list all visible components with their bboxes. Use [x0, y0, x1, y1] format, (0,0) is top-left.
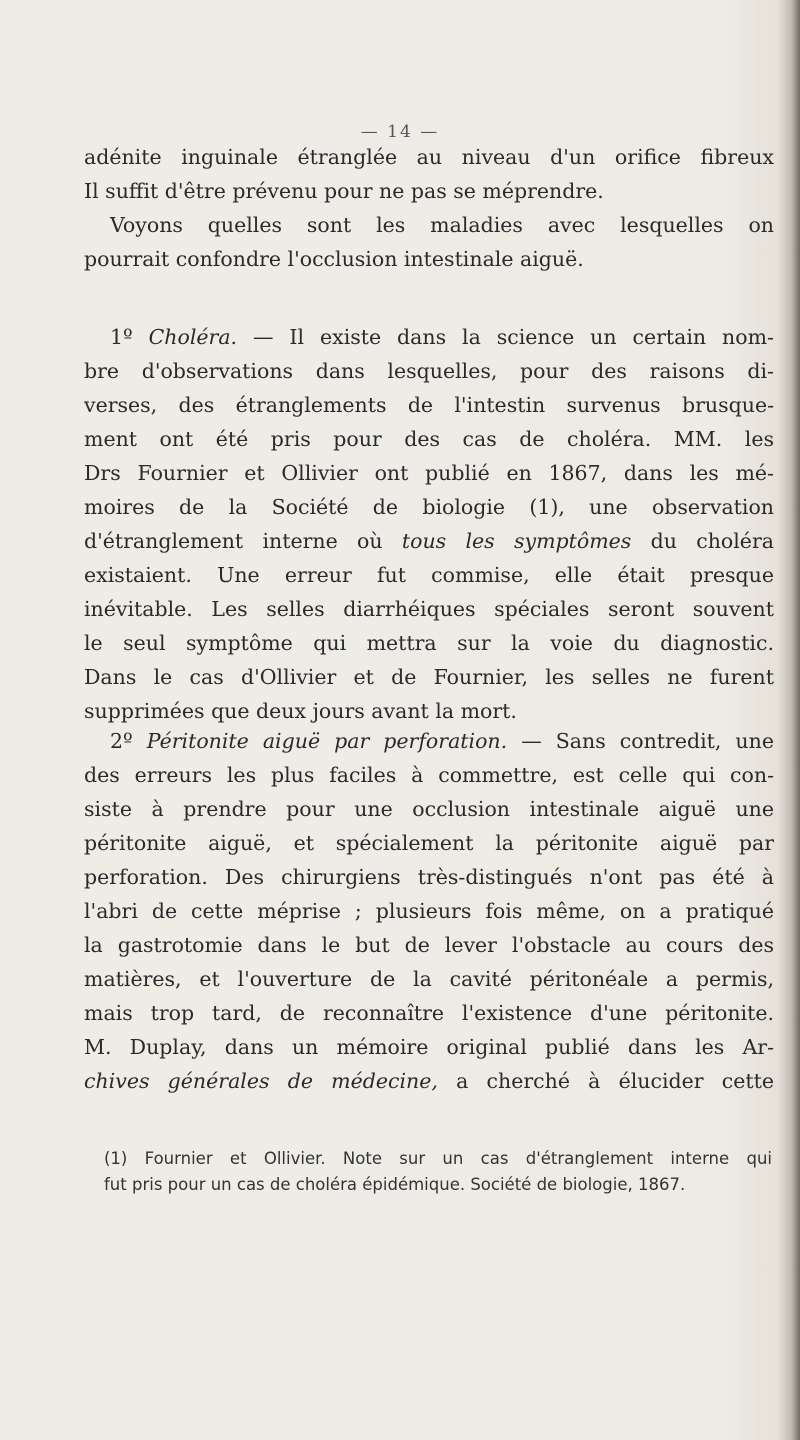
doctors-abbrev: Drs: [84, 461, 121, 485]
line-text: a cherché à élucider cette: [456, 1069, 774, 1093]
text-line: [84, 320, 774, 354]
section-peritonite: [84, 724, 774, 1098]
line-text: du choléra: [650, 529, 774, 553]
text-line: l'abri de cette méprise ; plusieurs fois même, on a pratiqué: [84, 899, 774, 923]
section-heading: Péritonite aiguë par perforation.: [146, 729, 508, 753]
text-line: M. Duplay, dans un mémoire original publié dans les Ar-: [84, 1035, 774, 1059]
text-line: des erreurs les plus faciles à commettre, est celle qui con-: [84, 763, 774, 787]
text-line: moires de la Société de biologie (1), une observation: [84, 495, 774, 519]
page-number: — 14 —: [360, 122, 440, 142]
footnote-line: fut pris pour un cas de choléra épidémique. Société de biologie, 1867.: [104, 1175, 686, 1194]
text-line: Dans le cas d'Ollivier et de Fournier, les selles ne furent: [84, 665, 774, 689]
text-line: siste à prendre pour une occlusion intestinale aiguë une: [84, 797, 774, 821]
line-text: — Sans contredit, une: [521, 729, 774, 753]
text-line: mais trop tard, de reconnaître l'existence d'une péritonite.: [84, 1001, 774, 1025]
section-cholera: [84, 320, 774, 728]
footnote: [104, 1146, 772, 1198]
emphasis: tous les symptômes: [401, 529, 632, 553]
section-number: 2º: [110, 729, 133, 753]
text-line: bre d'observations dans lesquelles, pour des raisons di-: [84, 359, 774, 383]
text-line: pourrait confondre l'occlusion intestinale aiguë.: [84, 247, 584, 271]
text-line: [84, 456, 774, 490]
line-text: Fournier et Ollivier ont publié en 1867, dans les mé-: [137, 461, 774, 485]
section-heading: Choléra.: [148, 325, 238, 349]
section-number: 1º: [110, 325, 133, 349]
intro-paragraph: [84, 140, 774, 276]
text-line: [84, 724, 774, 758]
text-line: supprimées que deux jours avant la mort.: [84, 699, 517, 723]
text-line: inévitable. Les selles diarrhéiques spéciales seront souvent: [84, 597, 774, 621]
line-text: Il existe dans la science un certain nom-: [289, 325, 774, 349]
text-line: le seul symptôme qui mettra sur la voie du diagnostic.: [84, 631, 774, 655]
text-line: la gastrotomie dans le but de lever l'obstacle au cours des: [84, 933, 774, 957]
text-line: perforation. Des chirurgiens très-distingués n'ont pas été à: [84, 865, 774, 889]
dash: —: [253, 325, 274, 349]
text-line: matières, et l'ouverture de la cavité péritonéale a permis,: [84, 967, 774, 991]
text-line: ment ont été pris pour des cas de choléra. MM. les: [84, 427, 774, 451]
page-edge-shadow: [778, 0, 800, 1440]
journal-title: chives générales de médecine,: [84, 1069, 438, 1093]
text-line: Voyons quelles sont les maladies avec lesquelles on: [110, 213, 774, 237]
text-line: [84, 524, 774, 558]
text-line: existaient. Une erreur fut commise, elle était presque: [84, 563, 774, 587]
text-line: péritonite aiguë, et spécialement la péritonite aiguë par: [84, 831, 774, 855]
text-line: adénite inguinale étranglée au niveau d'un orifice fibreux: [84, 145, 774, 169]
line-text: d'étranglement interne où: [84, 529, 383, 553]
text-line: [84, 1064, 774, 1098]
text-line: verses, des étranglements de l'intestin survenus brusque-: [84, 393, 774, 417]
text-line: Il suffit d'être prévenu pour ne pas se méprendre.: [84, 179, 604, 203]
footnote-line: (1) Fournier et Ollivier. Note sur un cas d'étranglement interne qui: [104, 1149, 772, 1168]
